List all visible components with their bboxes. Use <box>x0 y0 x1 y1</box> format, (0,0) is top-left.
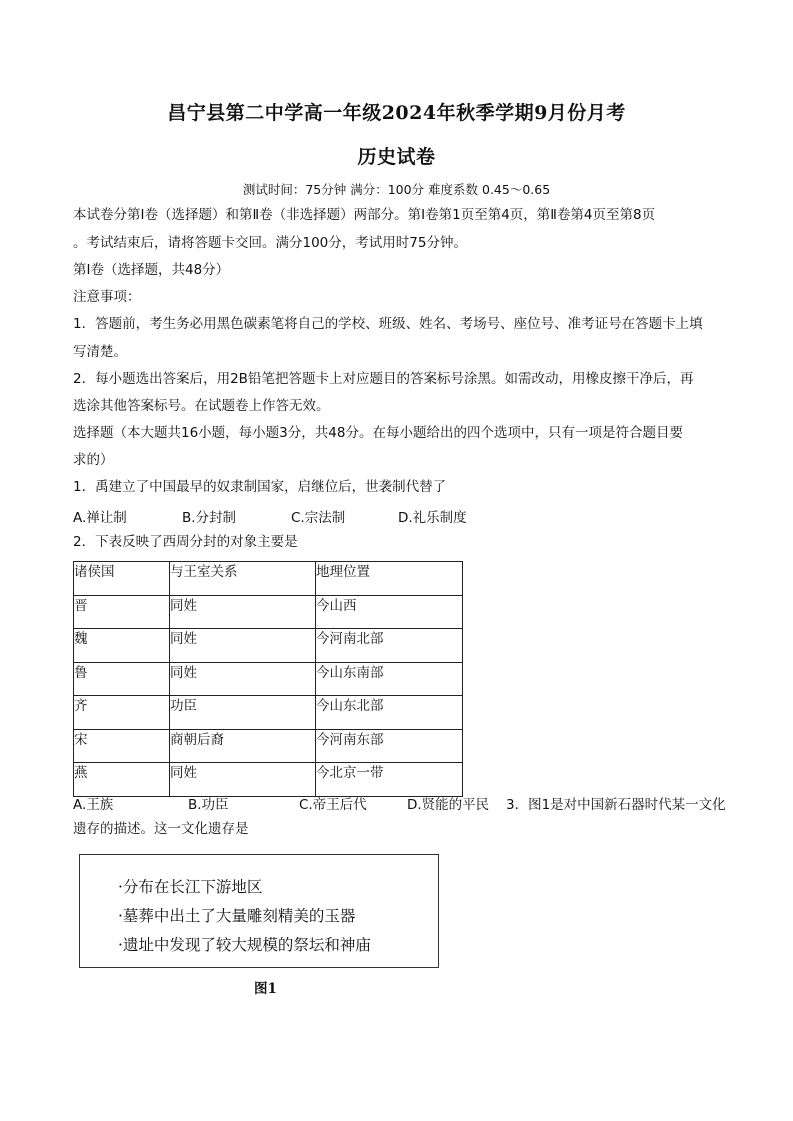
table-cell: 今河南东部 <box>316 729 463 763</box>
part1-heading: 第Ⅰ卷（选择题，共48分） <box>73 262 230 278</box>
table-row <box>74 629 463 663</box>
intro-line-2: 。考试结束后，请将答题卡交回。满分100分，考试用时75分钟。 <box>73 235 467 251</box>
table-cell: 燕 <box>74 763 170 797</box>
note-1-line-2: 写清楚。 <box>73 344 127 360</box>
question-3-stem-line-2: 遗存的描述。这一文化遗存是 <box>73 821 249 837</box>
question-1-stem: 1．禹建立了中国最早的奴隶制国家，启继位后，世袭制代替了 <box>73 479 447 495</box>
table-cell: 功臣 <box>170 696 316 730</box>
exam-subtitle: 历史试卷 <box>357 146 436 168</box>
note-1-line-1: 1．答题前，考生务必用黑色碳素笔将自己的学校、班级、姓名、考场号、座位号、准考证号在答题卡上填 <box>73 316 703 332</box>
q2-option-d: D.贤能的平民 <box>407 797 490 813</box>
figure-line-2: ·墓葬中出土了大量雕刻精美的玉器 <box>118 907 356 925</box>
q1-option-b: B.分封制 <box>182 510 237 526</box>
table-cell: 魏 <box>74 629 170 663</box>
table-cell: 同姓 <box>170 595 316 629</box>
table-cell: 今山东南部 <box>316 662 463 696</box>
question-2-stem: 2．下表反映了西周分封的对象主要是 <box>73 534 298 550</box>
exam-info: 测试时间：75分钟 满分：100分 难度系数 0.45～0.65 <box>242 182 551 197</box>
table-header-row <box>74 562 463 596</box>
notes-heading: 注意事项： <box>73 289 141 305</box>
figure-1-box <box>79 854 439 968</box>
question-3-stem-line-1: 3．图1是对中国新石器时代某一文化 <box>506 797 726 813</box>
note-2-line-2: 选涂其他答案标号。在试题卷上作答无效。 <box>73 398 330 414</box>
table-cell: 齐 <box>74 696 170 730</box>
instruction-line-2: 求的） <box>73 452 114 468</box>
table-row <box>74 595 463 629</box>
table-cell: 今北京一带 <box>316 763 463 797</box>
q2-option-c: C.帝王后代 <box>299 797 367 813</box>
table-row <box>74 662 463 696</box>
fiefdom-table <box>73 561 463 797</box>
table-cell: 今山东北部 <box>316 696 463 730</box>
table-cell: 今山西 <box>316 595 463 629</box>
q1-option-d: D.礼乐制度 <box>398 510 467 526</box>
table-row <box>74 763 463 797</box>
table-row <box>74 729 463 763</box>
table-cell: 同姓 <box>170 629 316 663</box>
figure-line-1: ·分布在长江下游地区 <box>118 878 263 896</box>
table-row <box>74 696 463 730</box>
q2-option-a: A.王族 <box>73 797 114 813</box>
table-cell: 晋 <box>74 595 170 629</box>
exam-title: 昌宁县第二中学高一年级2024年秋季学期9月份月考 <box>167 102 626 124</box>
table-cell: 鲁 <box>74 662 170 696</box>
note-2-line-1: 2．每小题选出答案后，用2B铅笔把答题卡上对应题目的答案标号涂黑。如需改动，用橡皮擦干净后，再 <box>73 371 694 387</box>
table-cell: 同姓 <box>170 763 316 797</box>
q2-option-b: B.功臣 <box>188 797 229 813</box>
intro-line-1: 本试卷分第Ⅰ卷（选择题）和第Ⅱ卷（非选择题）两部分。第Ⅰ卷第1页至第4页，第Ⅱ卷第4页至第8页 <box>73 207 656 223</box>
table-cell: 同姓 <box>170 662 316 696</box>
table-cell: 今河南北部 <box>316 629 463 663</box>
table-cell: 商朝后裔 <box>170 729 316 763</box>
figure-line-3: ·遗址中发现了较大规模的祭坛和神庙 <box>118 936 371 954</box>
q1-option-a: A.禅让制 <box>73 510 127 526</box>
figure-1-caption: 图1 <box>254 981 277 997</box>
instruction-line-1: 选择题（本大题共16小题，每小题3分，共48分。在每小题给出的四个选项中，只有一项是符合题目要 <box>73 425 683 441</box>
table-cell: 宋 <box>74 729 170 763</box>
table-header-cell: 与王室关系 <box>170 562 316 596</box>
table-header-cell: 地理位置 <box>316 562 463 596</box>
q1-option-c: C.宗法制 <box>291 510 346 526</box>
table-header-cell: 诸侯国 <box>74 562 170 596</box>
